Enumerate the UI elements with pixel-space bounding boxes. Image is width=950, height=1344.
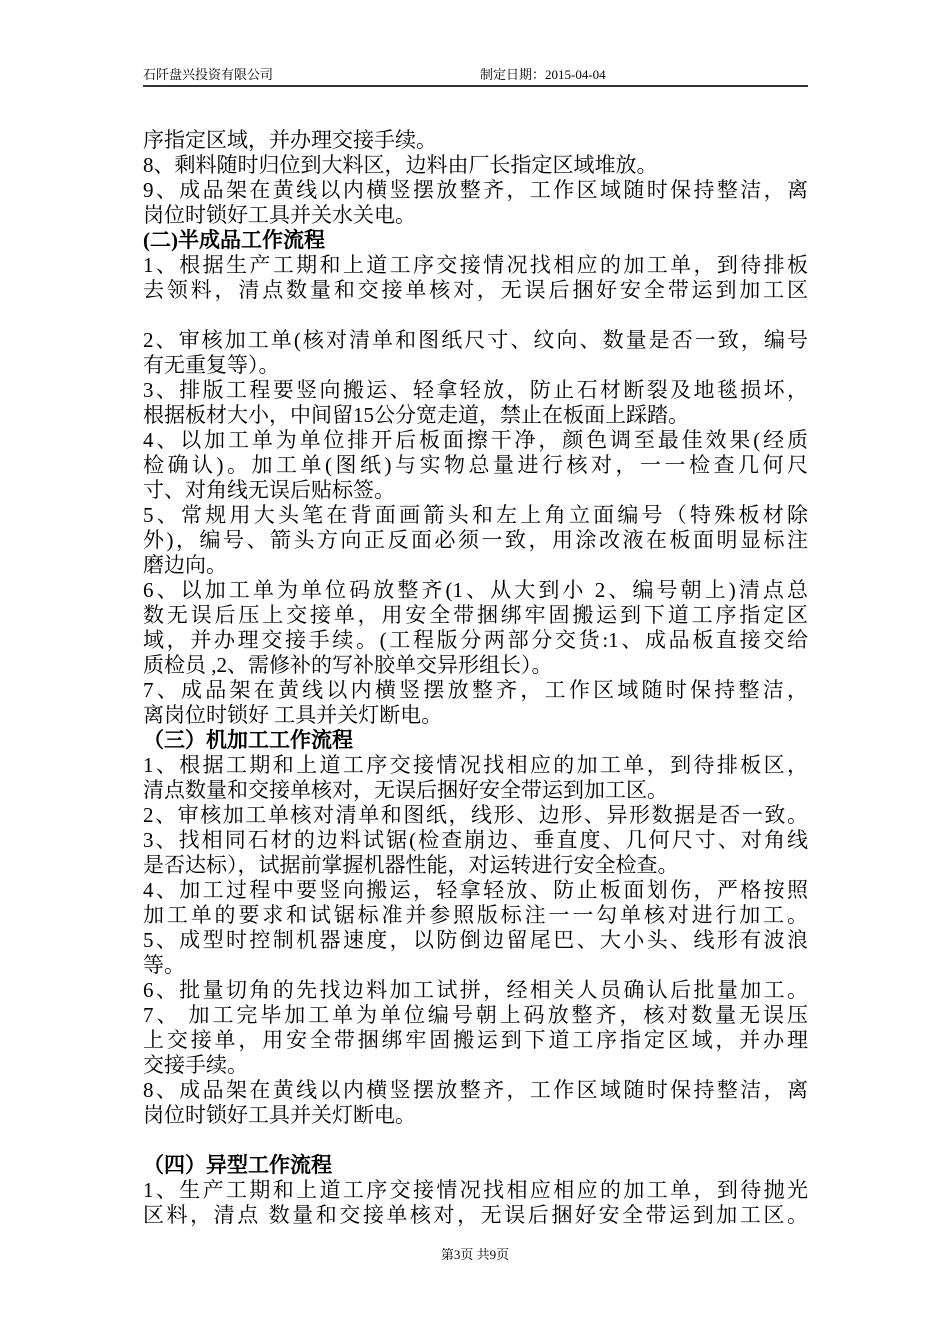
- section-heading: (二)半成品工作流程: [143, 228, 325, 252]
- text-line: 域，并办理交接手续。(工程版分两部分交货:1、成品板直接交给: [143, 628, 808, 652]
- text-line: 3、找相同石材的边料试锯(检查崩边、垂直度、几何尺寸、对角线: [143, 828, 808, 852]
- document-body: [143, 128, 808, 1228]
- text-line: 去领料，清点数量和交接单核对，无误后捆好安全带运到加工区: [143, 278, 808, 302]
- text-line: 5、成型时控制机器速度，以防倒边留尾巴、大小头、线形有波浪: [143, 928, 808, 952]
- text-line: 根据板材大小，中间留15公分宽走道，禁止在板面上踩踏。: [143, 403, 689, 427]
- section-heading: （四）异型工作流程: [143, 1153, 332, 1177]
- text-line: 6、批量切角的先找边料加工试拼，经相关人员确认后批量加工。: [143, 978, 808, 1002]
- text-line: 上交接单，用安全带捆绑牢固搬运到下道工序指定区域，并办理: [143, 1028, 808, 1052]
- text-line: 离岗位时锁好 工具并关灯断电。: [143, 703, 443, 727]
- text-line: 检确认)。加工单(图纸)与实物总量进行核对，一一检查几何尺: [143, 453, 808, 477]
- text-line: 7、 加工完毕加工单为单位编号朝上码放整齐，核对数量无误压: [143, 1003, 808, 1027]
- text-line: 7、成品架在黄线以内横竖摆放整齐，工作区域随时保持整洁，: [143, 678, 808, 702]
- text-line: 2、审核加工单(核对清单和图纸尺寸、纹向、数量是否一致，编号: [143, 328, 808, 352]
- text-line: 1、生产工期和上道工序交接情况找相应相应的加工单，到待抛光: [143, 1178, 808, 1202]
- text-line: 质检员 ,2、需修补的写补胶单交异形组长）。: [143, 653, 553, 677]
- text-line: 等。: [143, 953, 185, 977]
- text-line: 数无误后压上交接单，用安全带捆绑牢固搬运到下道工序指定区: [143, 603, 808, 627]
- text-line: 清点数量和交接单核对，无误后捆好安全带运到加工区。: [143, 778, 668, 802]
- text-line: 2、审核加工单核对清单和图纸，线形、边形、异形数据是否一致。: [143, 803, 808, 827]
- text-line: 4、加工过程中要竖向搬运，轻拿轻放、防止板面划伤，严格按照: [143, 878, 808, 902]
- text-line: 区料，清点 数量和交接单核对，无误后捆好安全带运到加工区。: [143, 1203, 808, 1227]
- section-heading: （三）机加工工作流程: [143, 728, 353, 752]
- text-line: 加工单的要求和试锯标准并参照版标注一一勾单核对进行加工。: [143, 903, 808, 927]
- text-line: 9、成品架在黄线以内横竖摆放整齐，工作区域随时保持整洁，离: [143, 178, 808, 202]
- text-line: 交接手续。: [143, 1053, 248, 1077]
- text-line: 8、成品架在黄线以内横竖摆放整齐，工作区域随时保持整洁，离: [143, 1078, 808, 1102]
- text-line: 寸、对角线无误后贴标签。: [143, 478, 395, 502]
- text-line: 5、常规用大头笔在背面画箭头和左上角立面编号（特殊板材除: [143, 503, 808, 527]
- text-line: 是否达标），试据前掌握机器性能，对运转进行安全检查。: [143, 853, 679, 877]
- page-number: 第3页 共9页: [440, 1247, 510, 1262]
- header-date: 制定日期：2015-04-04: [480, 67, 606, 82]
- text-line: 1、根据生产工期和上道工序交接情况找相应的加工单，到待排板: [143, 253, 808, 277]
- text-line: 8、剩料随时归位到大料区，边料由厂长指定区域堆放。: [143, 153, 658, 177]
- text-line: 岗位时锁好工具并关水关电。: [143, 203, 416, 227]
- text-line: 磨边向。: [143, 553, 227, 577]
- text-line: 4、以加工单为单位排开后板面擦干净，颜色调至最佳效果(经质: [143, 428, 808, 452]
- text-line: 序指定区域，并办理交接手续。: [143, 128, 437, 152]
- text-line: 3、排版工程要竖向搬运、轻拿轻放，防止石材断裂及地毯损坏，: [143, 378, 808, 402]
- text-line: 1、根据工期和上道工序交接情况找相应的加工单，到待排板区，: [143, 753, 808, 777]
- header-company: 石阡盘兴投资有限公司: [143, 67, 274, 82]
- blank-line: [143, 1128, 808, 1153]
- text-line: 外)，编号、箭头方向正反面必须一致，用涂改液在板面明显标注: [143, 528, 808, 552]
- text-line: 岗位时锁好工具并关灯断电。: [143, 1103, 416, 1127]
- blank-line: [143, 303, 808, 328]
- header-rule: [143, 85, 808, 87]
- text-line: 6、以加工单为单位码放整齐(1、从大到小 2、编号朝上)清点总: [143, 578, 808, 602]
- text-line: 有无重复等）。: [143, 353, 280, 377]
